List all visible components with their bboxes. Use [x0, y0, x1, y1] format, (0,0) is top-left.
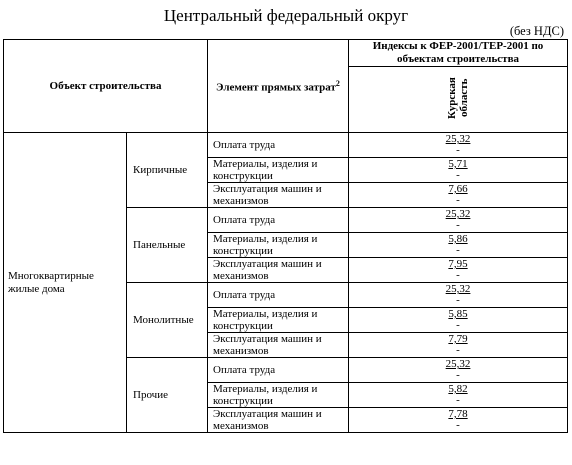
index-value-cell — [349, 408, 568, 433]
cost-element-cell: Оплата труда — [208, 133, 349, 158]
index-value-cell — [349, 358, 568, 383]
index-value: 7,78 — [448, 408, 468, 420]
construction-type-cell: Панельные — [127, 208, 208, 283]
index-value: 25,32 — [445, 208, 471, 220]
table-body — [4, 133, 568, 433]
index-value: 25,32 — [445, 283, 471, 295]
index-sub-value: - — [456, 194, 460, 206]
index-value-cell — [349, 158, 568, 183]
index-sub-value: - — [456, 244, 460, 256]
cost-element-cell: Эксплуатация машин и механизмов — [208, 333, 349, 358]
index-value-cell — [349, 233, 568, 258]
index-value-cell — [349, 308, 568, 333]
index-value: 25,32 — [445, 358, 471, 370]
index-sub-value: - — [456, 369, 460, 381]
index-value: 7,66 — [448, 183, 468, 195]
index-value-cell — [349, 333, 568, 358]
cost-element-cell: Эксплуатация машин и механизмов — [208, 258, 349, 283]
index-value-cell — [349, 258, 568, 283]
header-element — [208, 40, 349, 133]
header-indexes: Индексы к ФЕР-2001/ТЕР-2001 по объектам строительства — [349, 40, 568, 67]
cost-element-cell: Эксплуатация машин и механизмов — [208, 408, 349, 433]
index-sub-value: - — [456, 419, 460, 431]
index-value-cell — [349, 208, 568, 233]
header-element-footnote: 2 — [335, 78, 340, 88]
index-value: 7,79 — [448, 333, 468, 345]
header-region-cell — [349, 67, 568, 133]
index-value-cell — [349, 183, 568, 208]
cost-element-cell: Материалы, изделия и конструкции — [208, 383, 349, 408]
header-object: Объект строительства — [4, 40, 208, 133]
cost-element-cell: Оплата труда — [208, 283, 349, 308]
cost-element-cell: Оплата труда — [208, 358, 349, 383]
cost-element-cell: Материалы, изделия и конструкции — [208, 233, 349, 258]
index-sub-value: - — [456, 319, 460, 331]
header-element-text: Элемент прямых затрат — [216, 81, 336, 94]
table-row — [4, 133, 568, 158]
index-value-cell — [349, 283, 568, 308]
index-value: 5,71 — [448, 158, 468, 170]
index-value-cell — [349, 383, 568, 408]
index-sub-value: - — [456, 294, 460, 306]
index-value: 25,32 — [445, 133, 471, 145]
cost-element-cell: Эксплуатация машин и механизмов — [208, 183, 349, 208]
building-type-cell: Многоквартирные жилые дома — [4, 133, 127, 433]
construction-type-cell: Прочие — [127, 358, 208, 433]
vat-note: (без НДС) — [509, 24, 564, 38]
index-value-cell — [349, 133, 568, 158]
index-value: 5,85 — [448, 308, 468, 320]
header-region: Курская область — [446, 77, 471, 119]
index-sub-value: - — [456, 219, 460, 231]
index-sub-value: - — [456, 394, 460, 406]
index-value: 5,82 — [448, 383, 468, 395]
index-table — [3, 39, 568, 433]
construction-type-cell: Кирпичные — [127, 133, 208, 208]
page-title: Центральный федеральный округ — [163, 6, 409, 25]
cost-element-cell: Оплата труда — [208, 208, 349, 233]
construction-type-cell: Монолитные — [127, 283, 208, 358]
index-sub-value: - — [456, 344, 460, 356]
cost-element-cell: Материалы, изделия и конструкции — [208, 158, 349, 183]
index-value: 7,95 — [448, 258, 468, 270]
index-sub-value: - — [456, 269, 460, 281]
cost-element-cell: Материалы, изделия и конструкции — [208, 308, 349, 333]
index-sub-value: - — [456, 169, 460, 181]
index-sub-value: - — [456, 144, 460, 156]
index-value: 5,86 — [448, 233, 468, 245]
